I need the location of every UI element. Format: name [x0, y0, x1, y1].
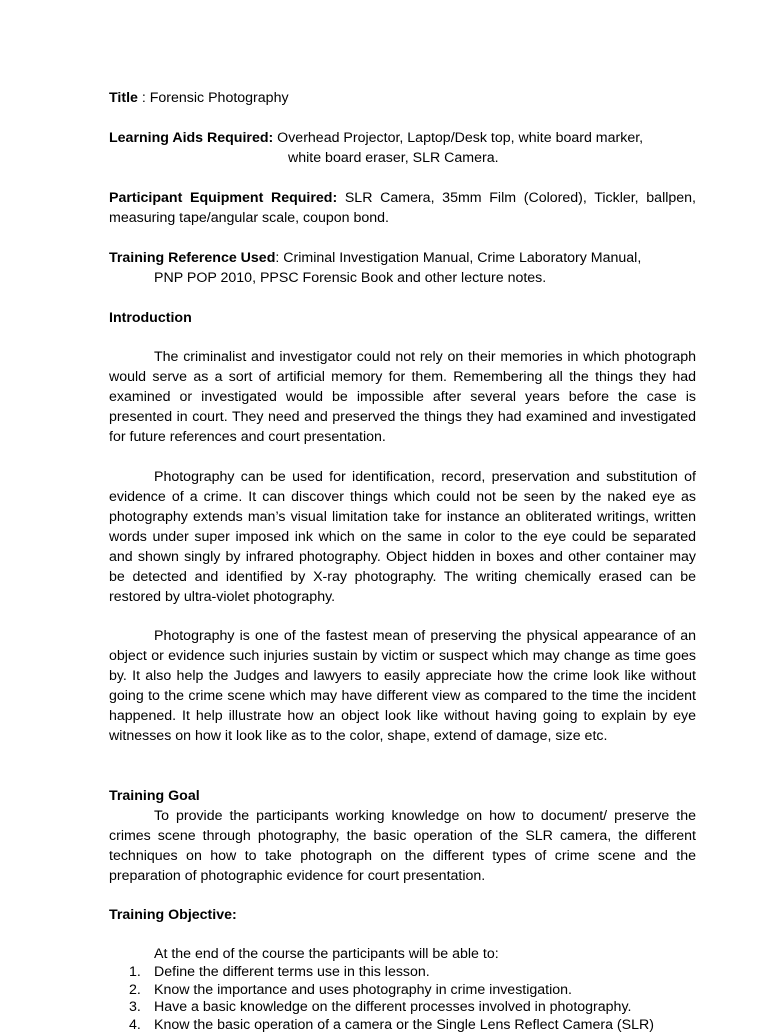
learning-aids-line2: white board eraser, SLR Camera.	[109, 148, 696, 168]
training-reference-block	[109, 248, 696, 288]
learning-aids-label: Learning Aids Required:	[109, 130, 273, 146]
introduction-paragraph-1: The criminalist and investigator could not rely on their memories in which photograph would serve as a sort of artificial memory for them. Remembering all the things they had examined or investigated would be impossible after several years before the case is presented in court. They need and preserved the things they had examined and investigated for future references and court presentation.	[109, 347, 696, 447]
title-line	[109, 88, 696, 108]
learning-aids-block	[109, 128, 696, 168]
list-item: 1. Define the different terms use in this lesson.	[109, 964, 699, 982]
title-separator: :	[138, 90, 150, 106]
introduction-paragraph-2: Photography can be used for identification, record, preservation and substitution of evidence of a crime. It can discover things which could not be seen by the naked eye as photography extends man’s visual limitation take for instance an obliterated writings, written words under super imposed ink which on the same in color to the eye could be separated and shown singly by infrared photography. Object hidden in boxes and other container may be detected and identified by X-ray photography. The writing chemically erased can be restored by ultra-violet photography.	[109, 467, 696, 607]
title-value: Forensic Photography	[150, 90, 289, 106]
training-goal-heading: Training Goal	[109, 786, 696, 806]
training-objective-heading: Training Objective:	[109, 905, 696, 925]
title-label: Title	[109, 90, 138, 106]
learning-aids-line1	[109, 128, 696, 148]
list-item: 4. Know the basic operation of a camera or the Single Lens Reflect Camera (SLR)	[109, 1017, 699, 1034]
training-reference-label: Training Reference Used	[109, 250, 275, 266]
training-reference-text1: : Criminal Investigation Manual, Crime Laboratory Manual,	[275, 250, 641, 266]
list-item: 3. Have a basic knowledge on the different processes involved in photography.	[109, 999, 699, 1017]
training-reference-line2: PNP POP 2010, PPSC Forensic Book and other lecture notes.	[109, 268, 696, 288]
training-objective-intro: At the end of the course the participants will be able to:	[109, 945, 741, 963]
training-reference-line1	[109, 248, 696, 268]
learning-aids-text1: Overhead Projector, Laptop/Desk top, white board marker,	[273, 130, 643, 146]
participant-equipment-label: Participant Equipment Required:	[109, 190, 337, 206]
introduction-heading: Introduction	[109, 308, 696, 328]
list-item: 2. Know the importance and uses photography in crime investigation.	[109, 982, 699, 1000]
participant-equipment-block	[109, 188, 696, 228]
training-goal-paragraph: To provide the participants working knowledge on how to document/ preserve the crimes scene through photography, the basic operation of the SLR camera, the different techniques on how to take photograph on the different types of crime scene and the preparation of photographic evidence for court presentation.	[109, 806, 696, 886]
introduction-paragraph-3: Photography is one of the fastest mean of preserving the physical appearance of an object or evidence such injuries sustain by victim or suspect which may change as time goes by. It also help the Judges and lawyers to easily appreciate how the crime look like without going to the crime scene which may have different view as compared to the time the incident happened. It help illustrate how an object look like without having going to explain by eye witnesses on how it look like as to the color, shape, extend of damage, size etc.	[109, 626, 696, 746]
participant-equipment-text: SLR Camera, 35mm Film (Colored), Tickler, ballpen, measuring tape/angular scale, coupon bond.	[109, 190, 696, 226]
training-objective-list	[109, 964, 699, 1034]
